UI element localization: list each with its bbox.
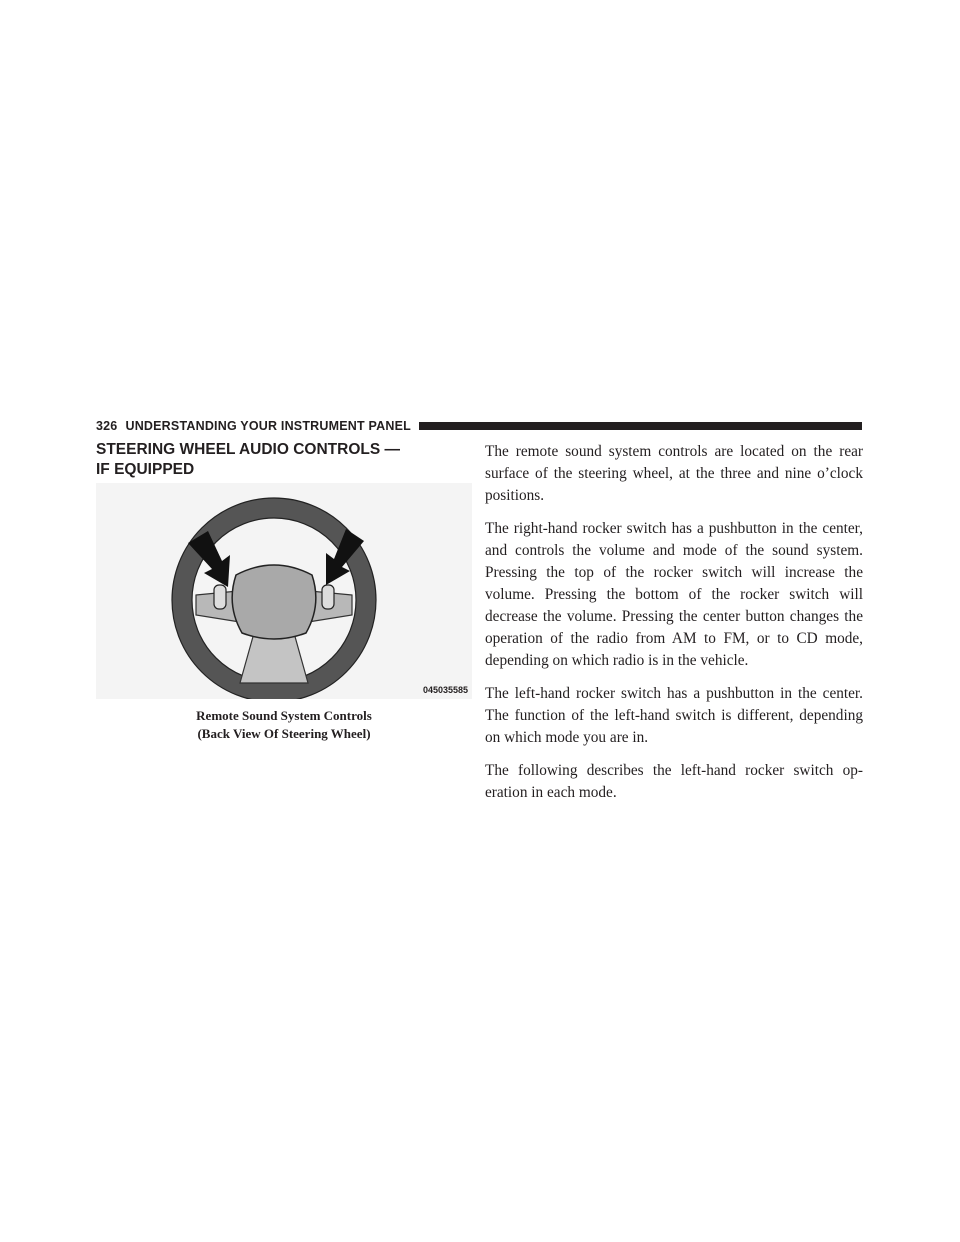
paragraph: The following describes the left-hand rocker switch op- eration in each mode. [485,762,863,801]
caption-line-1: Remote Sound System Controls [196,708,372,723]
paragraph: The right-hand rocker switch has a pushbutton in the center, and controls the volume and mode of the sound system. Pressing the top of the rocker switch will increase the volume. Pressing the bottom of the rocker switch will decrease the volume. Pressing the center button changes the operation of the radio from AM to FM, or to CD mode, depending on which radio is in the vehicle. [485,520,863,669]
right-rocker-switch [322,585,334,609]
paragraph: The left-hand rocker switch has a pushbutton in the center. The function of the left-hand switch is different, depending on which mode you are in. [485,685,863,746]
page-number: 326 [96,419,118,433]
steering-wheel-figure [96,483,472,699]
airbag-hub [232,565,316,639]
section-heading [96,440,456,480]
body-text [485,441,863,815]
steering-wheel-illustration [96,483,472,699]
figure-id: 045035585 [422,685,468,695]
heading-line-2: IF EQUIPPED [96,461,195,478]
heading-line-1: STEERING WHEEL AUDIO CONTROLS — [96,441,400,458]
left-rocker-switch [214,585,226,609]
paragraph: The remote sound system controls are located on the rear surface of the steering wheel, at the three and nine o’clock positions. [485,443,863,504]
page-header [96,419,862,433]
header-rule [419,422,862,430]
figure-caption [96,707,472,743]
section-title: UNDERSTANDING YOUR INSTRUMENT PANEL [125,419,411,433]
bottom-spoke [240,633,308,683]
caption-line-2: (Back View Of Steering Wheel) [197,726,371,741]
